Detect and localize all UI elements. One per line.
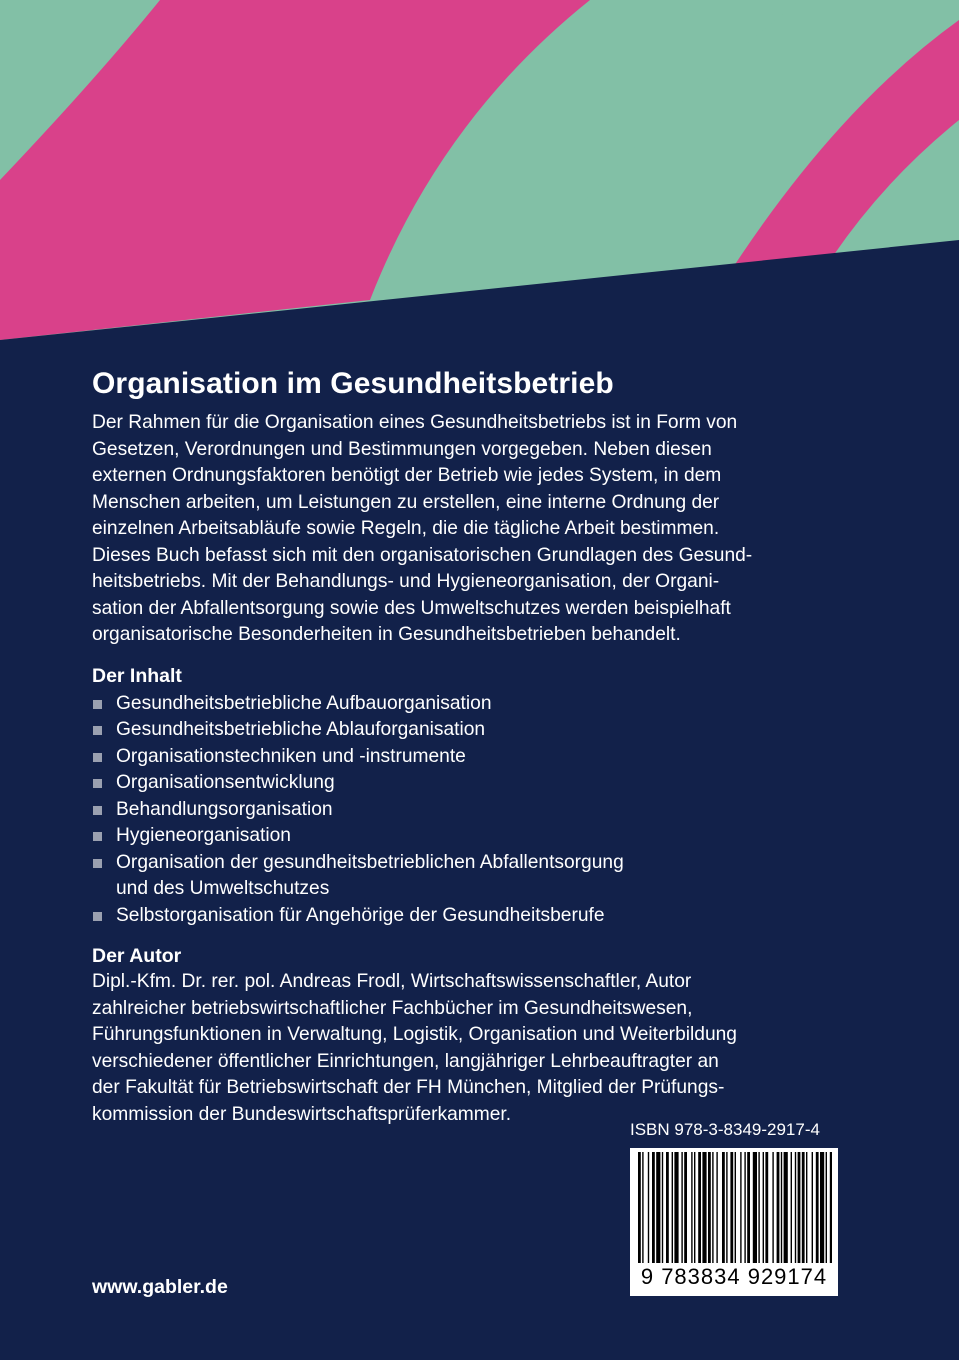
barcode-bar xyxy=(702,1152,706,1264)
author-bio-line: der Fakultät für Betriebswirtschaft der FH München, Mitglied der Prüfungs- xyxy=(92,1077,725,1098)
cover-graphic xyxy=(0,0,959,340)
description-line: heitsbetriebs. Mit der Behandlungs- und Hygieneorganisation, der Organi- xyxy=(92,571,720,592)
barcode-bar xyxy=(781,1152,782,1264)
barcode-bar xyxy=(716,1152,717,1264)
barcode-bar xyxy=(694,1152,695,1264)
barcode-bar xyxy=(777,1152,780,1264)
author-bio xyxy=(92,969,852,1128)
barcode-bar xyxy=(806,1152,807,1264)
barcode-bar xyxy=(656,1152,660,1264)
description-line: einzelnen Arbeitsabläufe sowie Regeln, die die tägliche Arbeit bestimmen. xyxy=(92,518,720,539)
description-line: sation der Abfallentsorgung sowie des Umweltschutzes werden beispielhaft xyxy=(92,597,731,619)
contents-item-line: Hygieneorganisation xyxy=(116,825,291,846)
description-line: externen Ordnungsfaktoren benötigt der Betrieb wie jedes System, in dem xyxy=(92,465,722,486)
contents-item-line: und des Umweltschutzes xyxy=(116,878,330,899)
barcode-bar xyxy=(666,1152,669,1264)
barcode-bar xyxy=(672,1152,673,1264)
contents-heading: Der Inhalt xyxy=(92,664,182,687)
contents-item-line: Organisation der gesundheitsbetrieblichen Abfallentsorgung xyxy=(116,851,624,873)
square-bullet-icon xyxy=(93,806,102,815)
book-title: Organisation im Gesundheitsbetrieb xyxy=(92,367,614,400)
contents-item-line: Selbstorganisation für Angehörige der Gesundheitsberufe xyxy=(116,904,605,926)
description-line: Menschen arbeiten, um Leistungen zu erstellen, eine interne Ordnung der xyxy=(92,491,720,513)
contents-item xyxy=(92,797,852,824)
barcode-bar xyxy=(684,1152,687,1264)
description-line: Der Rahmen für die Organisation eines Gesundheitsbetriebs ist in Form von xyxy=(92,412,738,433)
contents-item xyxy=(92,903,852,930)
barcode-bar xyxy=(740,1152,741,1264)
author-bio-line: verschiedener öffentlicher Einrichtungen, langjähriger Lehrbeauftragter an xyxy=(92,1050,719,1072)
barcode-bar xyxy=(772,1152,773,1264)
contents-item xyxy=(92,744,852,771)
barcode-bar xyxy=(798,1152,801,1264)
barcode-bar xyxy=(691,1152,692,1264)
barcode xyxy=(630,1148,838,1296)
barcode-bar xyxy=(744,1152,745,1264)
square-bullet-icon xyxy=(93,832,102,841)
author-bio-line: Führungsfunktionen in Verwaltung, Logistik, Organisation und Weiterbildung xyxy=(92,1024,737,1045)
barcode-bar xyxy=(648,1152,649,1264)
contents-item xyxy=(92,691,852,718)
barcode-bar xyxy=(784,1152,788,1264)
square-bullet-icon xyxy=(93,753,102,762)
barcode-bar xyxy=(708,1152,711,1264)
contents-item xyxy=(92,770,852,797)
author-heading: Der Autor xyxy=(92,945,182,967)
barcode-digits: 9 783834 929174 xyxy=(630,1263,838,1291)
contents-item-line: Gesundheitsbetriebliche Ablauforganisation xyxy=(116,719,486,740)
square-bullet-icon xyxy=(93,700,102,709)
barcode-bar xyxy=(638,1152,641,1264)
isbn-label: ISBN 978-3-8349-2917-4 xyxy=(630,1120,820,1139)
author-bio-line: Dipl.-Kfm. Dr. rer. pol. Andreas Frodl, Wirtschaftswissenschaftler, Autor xyxy=(92,971,692,992)
barcode-bar xyxy=(791,1152,792,1264)
barcode-bar xyxy=(698,1152,701,1264)
barcode-bar xyxy=(662,1152,663,1264)
publisher-website[interactable]: www.gabler.de xyxy=(92,1276,228,1298)
barcode-bar xyxy=(735,1152,736,1264)
barcode-bar xyxy=(830,1152,832,1264)
contents-item xyxy=(92,823,852,850)
square-bullet-icon xyxy=(93,779,102,788)
barcode-bars xyxy=(636,1152,832,1264)
barcode-bar xyxy=(642,1152,643,1264)
barcode-bar xyxy=(816,1152,819,1264)
contents-item xyxy=(92,717,852,744)
barcode-bar xyxy=(795,1152,796,1264)
barcode-bar xyxy=(753,1152,757,1264)
square-bullet-icon xyxy=(93,726,102,735)
barcode-bar xyxy=(674,1152,678,1264)
barcode-bar xyxy=(722,1152,725,1264)
barcode-bar xyxy=(652,1152,655,1264)
description-line: organisatorische Besonderheiten in Gesundheitsbetrieben behandelt. xyxy=(92,624,681,645)
square-bullet-icon xyxy=(93,912,102,921)
contents-item-line: Gesundheitsbetriebliche Aufbauorganisation xyxy=(116,692,492,714)
contents-item-line: Organisationstechniken und -instrumente xyxy=(116,745,466,767)
back-cover-text xyxy=(92,364,852,1128)
barcode-bar xyxy=(758,1152,759,1264)
description xyxy=(92,410,852,649)
barcode-bar xyxy=(763,1152,764,1264)
description-line: Dieses Buch befasst sich mit den organisatorischen Grundlagen des Gesund- xyxy=(92,544,753,566)
barcode-bar xyxy=(681,1152,682,1264)
description-line: Gesetzen, Verordnungen und Bestimmungen vorgegeben. Neben diesen xyxy=(92,438,712,460)
barcode-bar xyxy=(812,1152,813,1264)
author-bio-line: kommission der Bundeswirtschaftsprüferkammer. xyxy=(92,1103,512,1125)
contents-item-line: Organisationsentwicklung xyxy=(116,772,335,793)
barcode-bar xyxy=(826,1152,827,1264)
barcode-bar xyxy=(730,1152,733,1264)
contents-item-line: Behandlungsorganisation xyxy=(116,798,333,820)
contents-list xyxy=(92,691,852,930)
barcode-bar xyxy=(765,1152,768,1264)
barcode-bar xyxy=(820,1152,824,1264)
barcode-bar xyxy=(726,1152,727,1264)
barcode-bar xyxy=(712,1152,713,1264)
contents-item xyxy=(92,850,852,903)
square-bullet-icon xyxy=(93,859,102,868)
barcode-bar xyxy=(747,1152,750,1264)
barcode-bar xyxy=(802,1152,805,1264)
author-bio-line: zahlreicher betriebswirtschaftlicher Fachbücher im Gesundheitswesen, xyxy=(92,997,693,1019)
